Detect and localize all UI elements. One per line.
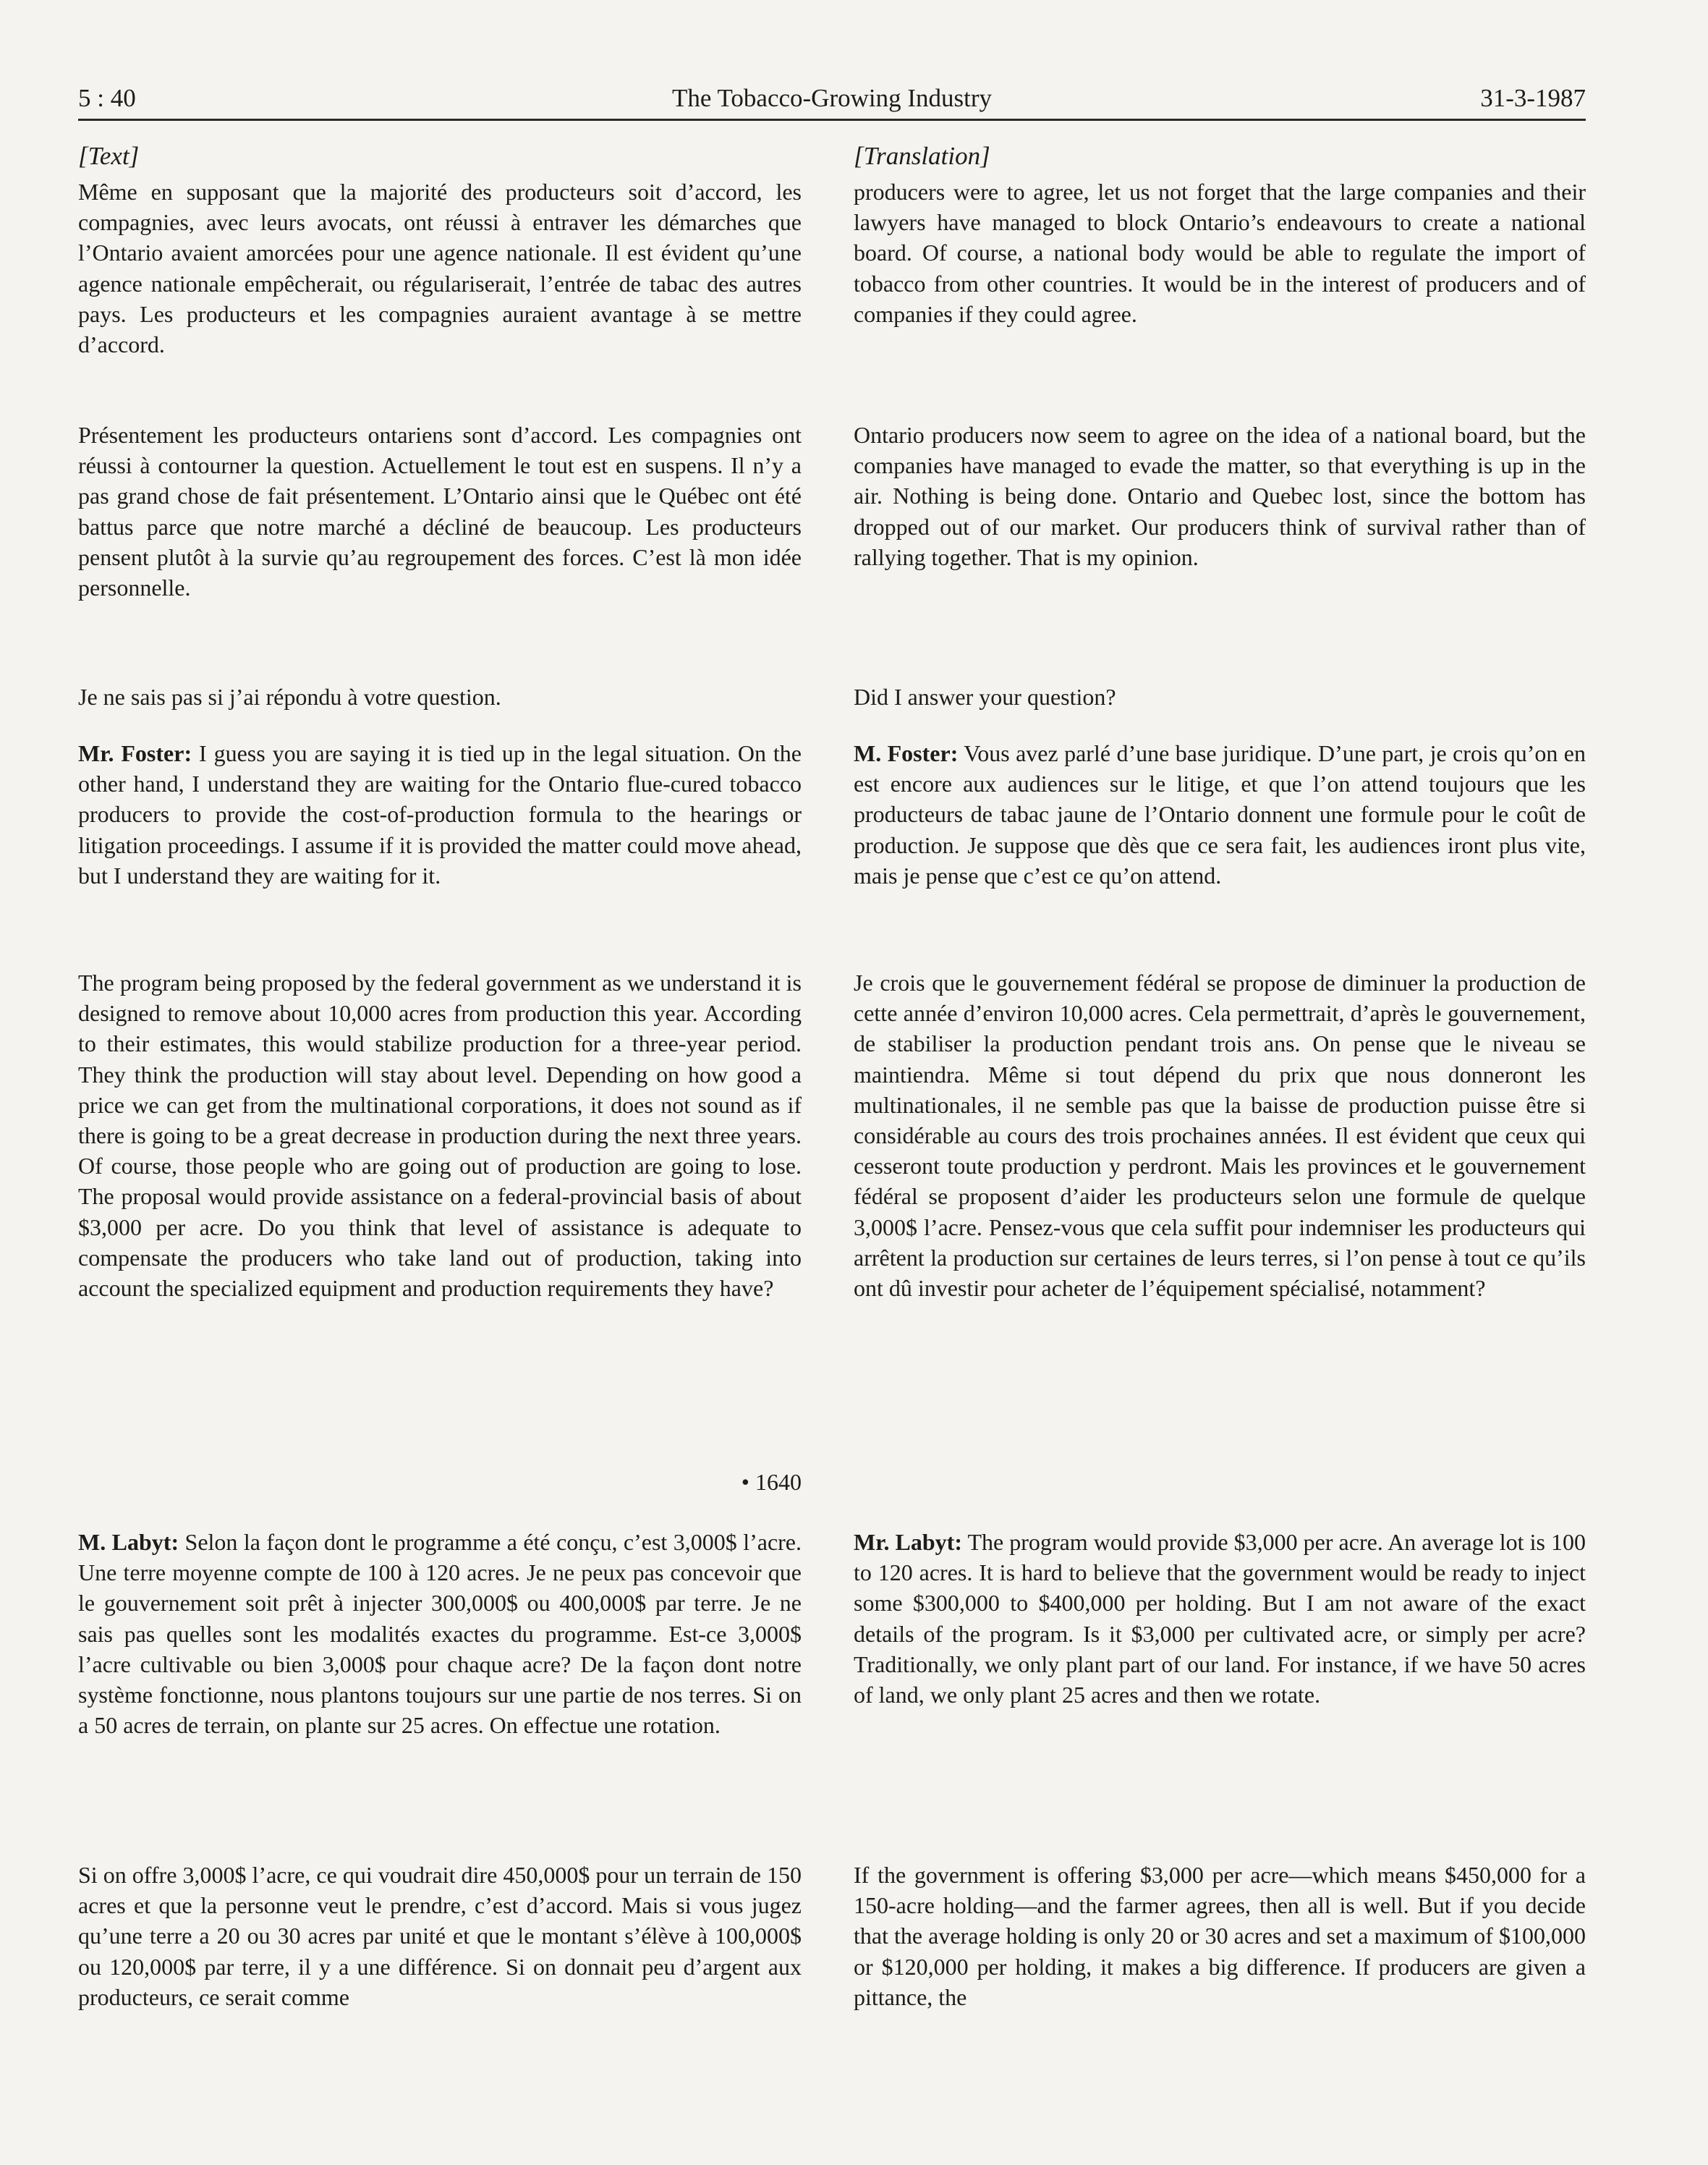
left-paragraph-1: Même en supposant que la majorité des producteurs soit d’accord, les compagnies, avec leurs avocats, ont réussi à entraver les démarches que l’Ontario avaient amorcées pour une agence nationale. Il est évident qu’une agence nationale empêcherait, ou régulariserait, l’entrée de tabac des autres pays. Les producteurs et les compagnies auraient avantage à se mettre d’accord. (78, 179, 802, 358)
paragraph-body: Vous avez parlé d’une base juridique. D’une part, je crois qu’on en est encore aux audiences sur le litige, et que l’on attend toujours que les producteurs de tabac jaune de l’Ontario donnent une formule pour le coût de production. Je suppose que dès que ce sera fait, les audiences iront plus vite, mais je pense que c’est ce qu’on attend. (854, 740, 1586, 889)
left-paragraph-4 (78, 738, 802, 891)
right-paragraph-7: If the government is offering $3,000 per acre—which means $450,000 for a 150-acre holding—and the farmer agrees, then all is well. But if you decide that the average holding is only 20 or 30 acres and set a maximum of $100,000 or $120,000 per holding, it makes a big difference. If producers are given a pittance, the (854, 1862, 1586, 2010)
speaker-name: M. Foster: (854, 740, 959, 766)
time-marker: • 1640 (741, 1469, 802, 1495)
page-number: 5 : 40 (78, 84, 136, 112)
running-title: The Tobacco-Growing Industry (671, 84, 993, 112)
speaker-name: Mr. Labyt: (854, 1529, 962, 1555)
left-paragraph-6 (78, 1527, 802, 1740)
left-paragraph-7: Si on offre 3,000$ l’acre, ce qui voudrait dire 450,000$ pour un terrain de 150 acres et que la personne veut le prendre, c’est d’accord. Mais si vous jugez qu’une terre a 20 ou 30 acres par unité et que le montant s’élève à 100,000$ ou 120,000$ par terre, il y a une différence. Si on donnait peu d’argent aux producteurs, ce serait comme (78, 1862, 802, 2010)
column-label-translation: [Translation] (854, 142, 990, 170)
page-date: 31-3-1987 (1480, 84, 1586, 112)
right-paragraph-2: Ontario producers now seem to agree on the idea of a national board, but the companies have managed to evade the matter, so that everything is up in the air. Nothing is being done. Ontario and Quebec lost, since the bottom has dropped out of our market. Our producers think of survival rather than of rallying together. That is my opinion. (854, 422, 1586, 570)
right-paragraph-3: Did I answer your question? (854, 684, 1116, 710)
left-paragraph-2: Présentement les producteurs ontariens sont d’accord. Les compagnies ont réussi à contourner la question. Actuellement le tout est en suspens. Il n’y a pas grand chose de fait présentement. L’Ontario ainsi que le Québec ont été battus parce que notre marché a décliné de beaucoup. Les producteurs pensent plutôt à la survie qu’au regroupement des forces. C’est là mon idée personnelle. (78, 422, 802, 601)
right-paragraph-6 (854, 1527, 1586, 1710)
speaker-name: Mr. Foster: (78, 740, 192, 766)
paragraph-body: The program would provide $3,000 per acre. An average lot is 100 to 120 acres. It is hard to believe that the government would be ready to inject some $300,000 to $400,000 per holding. But I am not aware of the exact details of the program. Is it $3,000 per cultivated acre, or simply per acre? Traditionally, we only plant part of our land. For instance, if we have 50 acres of land, we only plant 25 acres and then we rotate. (854, 1529, 1586, 1708)
right-paragraph-1: producers were to agree, let us not forget that the large companies and their lawyers have managed to block Ontario’s endeavours to create a national board. Of course, a national body would be able to regulate the import of tobacco from other countries. It would be in the interest of producers and of companies if they could agree. (854, 179, 1586, 327)
right-column (854, 139, 1586, 2136)
paragraph-body: Selon la façon dont le programme a été conçu, c’est 3,000$ l’acre. Une terre moyenne compte de 100 à 120 acres. Je ne peux pas concevoir que le gouvernement soit prêt à injecter 300,000$ ou 400,000$ par terre. Je ne sais pas quelles sont les modalités exactes du programme. Est-ce 3,000$ l’acre cultivable ou bien 3,000$ pour chaque acre? De la façon dont notre système fonctionne, nous plantons toujours sur une partie de nos terres. Si on a 50 acres de terrain, on plante sur 25 acres. On effectue une rotation. (78, 1529, 802, 1739)
right-paragraph-5: Je crois que le gouvernement fédéral se propose de diminuer la production de cette année d’environ 10,000 acres. Cela permettrait, d’après le gouvernement, de stabiliser la production pendant trois ans. On pense que le niveau se maintiendra. Même si tout dépend du prix que nous donneront les multinationales, il ne semble pas que la baisse de production puisse être si considérable au cours des trois prochaines années. Il est évident que ceux qui cesseront toute production y perdront. Mais les provinces et le gouvernement fédéral se proposent d’aider les producteurs selon une formule de quelque 3,000$ l’acre. Pensez-vous que cela suffit pour indemniser les producteurs qui arrêtent la production sur certaines de leurs terres, si l’on pense à tout ce qu’ils ont dû investir pour acheter de l’équipement spécialisé, notamment? (854, 970, 1586, 1302)
left-paragraph-3: Je ne sais pas si j’ai répondu à votre question. (78, 684, 501, 710)
column-label-text: [Text] (78, 142, 140, 170)
left-paragraph-5: The program being proposed by the federal government as we understand it is designed to remove about 10,000 acres from production this year. According to their estimates, this would stabilize production for a three-year period. They think the production will stay about level. Depending on how good a price we can get from the multinational corporations, it does not sound as if there is going to be a great decrease in production during the next three years. Of course, those people who are going out of production are going to lose. The proposal would provide assistance on a federal-provincial basis of about $3,000 per acre. Do you think that level of assistance is adequate to compensate the producers who take land out of production, taking into account the specialized equipment and production requirements they have? (78, 970, 802, 1302)
right-paragraph-4 (854, 738, 1586, 891)
paragraph-body: I guess you are saying it is tied up in the legal situation. On the other hand, I understand they are waiting for the Ontario flue-cured tobacco producers to provide the cost-of-production formula to the hearings or litigation proceedings. I assume if it is provided the matter could move ahead, but I understand they are waiting for it. (78, 740, 802, 889)
speaker-name: M. Labyt: (78, 1529, 179, 1555)
left-column (78, 139, 802, 2136)
page-header (78, 84, 1586, 121)
